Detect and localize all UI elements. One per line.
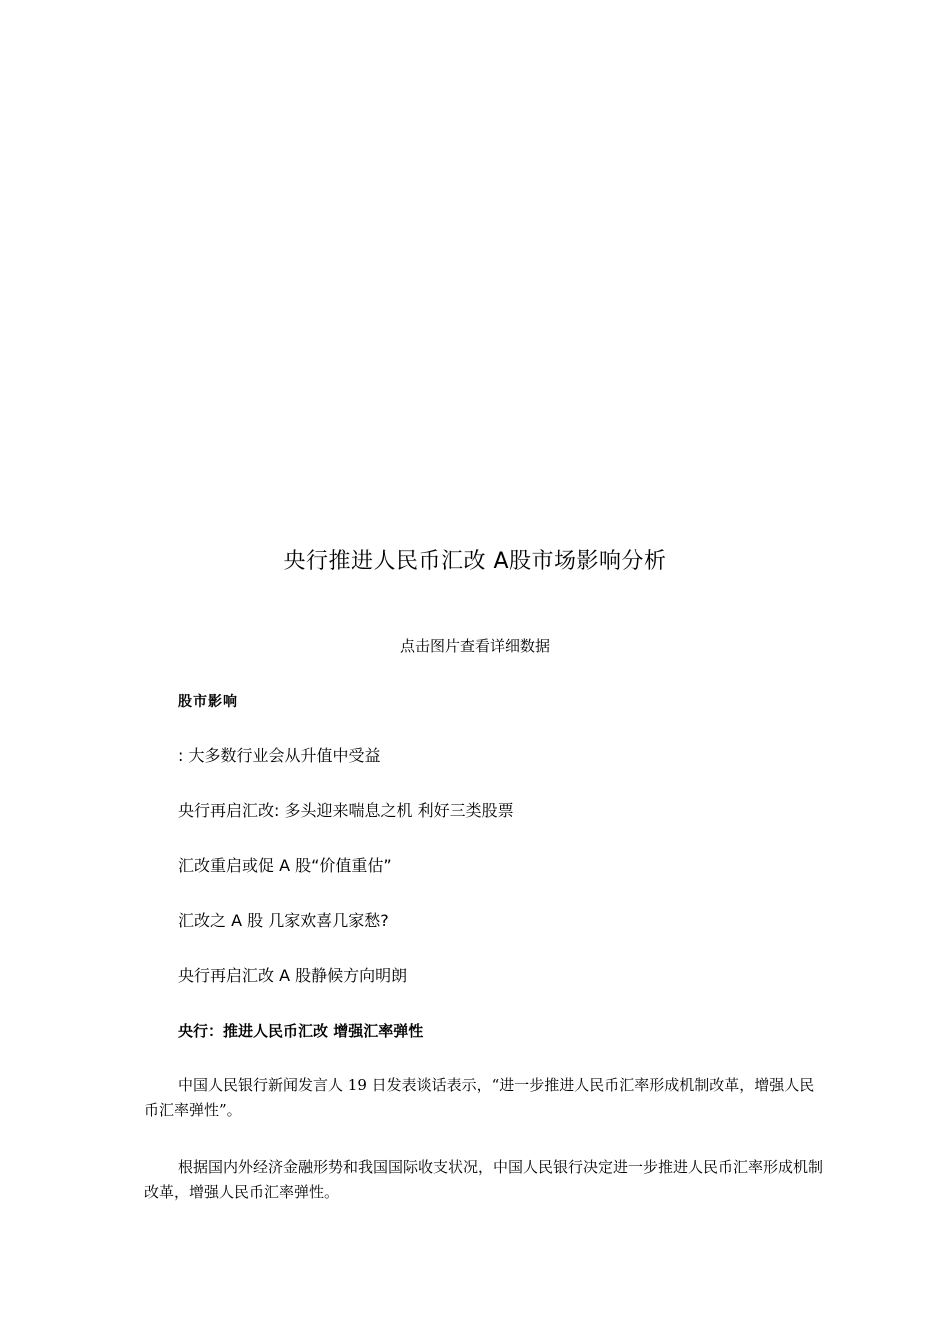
headline-link[interactable]: 央行再启汇改: 多头迎来喘息之机 利好三类股票 — [178, 801, 514, 820]
body-paragraph: 根据国内外经济金融形势和我国国际收支状况，中国人民银行决定进一步推进人民币汇率形成机制改革，增强人民币汇率弹性。 — [144, 1158, 824, 1201]
sub-heading: 央行：推进人民币汇改 增强汇率弹性 — [178, 1022, 424, 1040]
headline-link[interactable]: 央行再启汇改 A 股静候方向明朗 — [178, 966, 408, 985]
headline-link[interactable]: 汇改重启或促 A 股“价值重估” — [178, 856, 392, 875]
article-title: 央行推进人民币汇改 A股市场影响分析 — [283, 549, 667, 574]
image-caption-link[interactable]: 点击图片查看详细数据 — [399, 637, 550, 655]
body-paragraph: 中国人民银行新闻发言人 19 日发表谈话表示，“进一步推进人民币汇率形成机制改革，增强人民币汇率弹性”。 — [144, 1076, 815, 1119]
headline-link[interactable]: 汇改之 A 股 几家欢喜几家愁? — [178, 911, 389, 930]
section-label: 股市影响 — [178, 694, 238, 710]
headline-link[interactable]: : 大多数行业会从升值中受益 — [178, 746, 381, 765]
